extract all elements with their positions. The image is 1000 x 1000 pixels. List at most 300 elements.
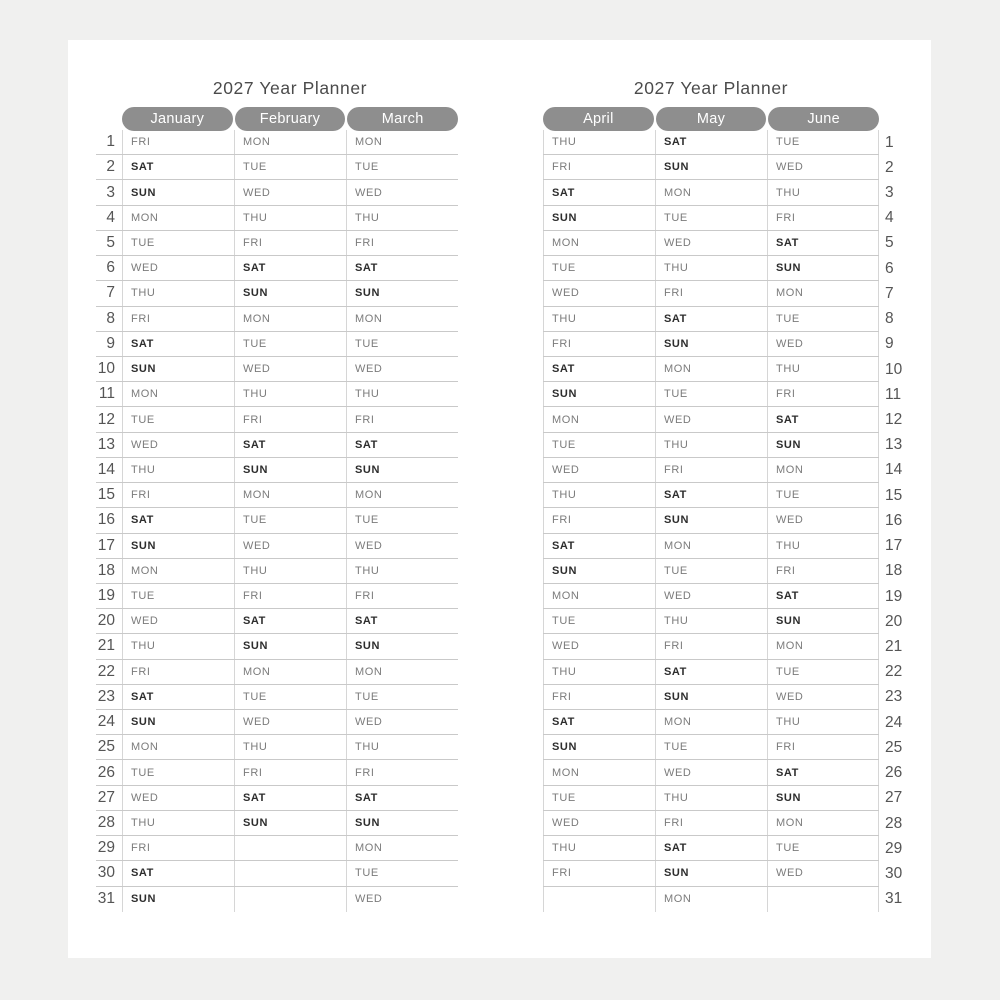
weekday-cell: MON (543, 760, 655, 784)
table-row (543, 407, 910, 432)
row-cells (122, 710, 458, 734)
weekday-cell: THU (234, 206, 346, 230)
day-number: 8 (106, 309, 115, 327)
row-cells (122, 609, 458, 633)
table-row (96, 760, 458, 785)
weekday-cell: TUE (767, 483, 879, 507)
day-number: 17 (885, 537, 903, 555)
weekday-cell: TUE (122, 231, 234, 255)
day-number: 26 (97, 763, 115, 781)
weekday-cell: TUE (346, 861, 458, 885)
row-cells (122, 407, 458, 431)
weekday-cell: SAT (346, 433, 458, 457)
day-number: 12 (885, 411, 903, 429)
weekday-cell: MON (767, 458, 879, 482)
table-row (96, 281, 458, 306)
table-row (96, 735, 458, 760)
weekday-cell: THU (767, 357, 879, 381)
day-number: 2 (106, 158, 115, 176)
row-cells (543, 534, 879, 559)
day-number: 27 (97, 788, 115, 806)
table-row (96, 332, 458, 357)
month-pills (122, 107, 458, 131)
weekday-cell: FRI (767, 382, 879, 406)
weekday-cell: MON (543, 584, 655, 608)
table-row (543, 634, 910, 659)
row-cells (122, 508, 458, 532)
row-cells (543, 281, 879, 306)
table-row (543, 559, 910, 584)
row-cells (122, 735, 458, 759)
month-pill: June (768, 107, 879, 131)
row-cells (543, 130, 879, 155)
weekday-cell: THU (655, 256, 767, 280)
row-cells (122, 256, 458, 280)
planner-grid (543, 130, 910, 912)
row-cells (543, 231, 879, 256)
day-number: 2 (885, 158, 894, 176)
day-number: 6 (885, 259, 894, 277)
weekday-cell: TUE (346, 332, 458, 356)
weekday-cell: SAT (346, 609, 458, 633)
weekday-cell: FRI (346, 760, 458, 784)
weekday-cell: SAT (122, 155, 234, 179)
weekday-cell: SUN (543, 735, 655, 759)
weekday-cell: TUE (234, 155, 346, 179)
row-cells (122, 180, 458, 204)
table-row (96, 534, 458, 559)
weekday-cell: FRI (122, 307, 234, 331)
weekday-cell: THU (346, 559, 458, 583)
weekday-cell: WED (234, 357, 346, 381)
row-cells (122, 634, 458, 658)
table-row (96, 609, 458, 634)
row-cells (543, 786, 879, 811)
day-number: 5 (885, 234, 894, 252)
weekday-cell: MON (655, 887, 767, 912)
page-title: 2027 Year Planner (633, 78, 789, 98)
table-row (543, 861, 910, 886)
row-cells (543, 584, 879, 609)
weekday-cell: SAT (346, 786, 458, 810)
weekday-cell: WED (543, 458, 655, 482)
weekday-cell: WED (346, 887, 458, 912)
row-cells (543, 660, 879, 685)
weekday-cell: FRI (234, 231, 346, 255)
weekday-cell: THU (122, 281, 234, 305)
table-row (96, 307, 458, 332)
row-cells (543, 609, 879, 634)
row-cells (122, 206, 458, 230)
weekday-cell (234, 861, 346, 885)
table-row (543, 508, 910, 533)
day-number: 20 (885, 612, 903, 630)
row-cells (543, 760, 879, 785)
day-number: 21 (885, 637, 903, 655)
row-cells (543, 458, 879, 483)
table-row (543, 811, 910, 836)
table-row (543, 534, 910, 559)
table-row (543, 887, 910, 912)
weekday-cell: WED (346, 180, 458, 204)
month-pill: January (122, 107, 233, 131)
weekday-cell: SUN (234, 634, 346, 658)
day-number: 18 (97, 561, 115, 579)
weekday-cell: FRI (767, 559, 879, 583)
weekday-cell: WED (767, 861, 879, 885)
table-row (96, 887, 458, 912)
table-row (543, 836, 910, 861)
weekday-cell: TUE (543, 786, 655, 810)
day-number: 31 (97, 890, 115, 908)
weekday-cell: WED (122, 433, 234, 457)
day-number: 30 (97, 864, 115, 882)
weekday-cell: FRI (346, 231, 458, 255)
table-row (543, 307, 910, 332)
weekday-cell: MON (767, 281, 879, 305)
weekday-cell: THU (543, 130, 655, 154)
row-cells (122, 534, 458, 558)
weekday-cell: FRI (346, 407, 458, 431)
table-row (96, 256, 458, 281)
weekday-cell: TUE (655, 559, 767, 583)
weekday-cell: WED (122, 256, 234, 280)
weekday-cell: SAT (122, 332, 234, 356)
row-cells (543, 483, 879, 508)
weekday-cell: MON (767, 634, 879, 658)
weekday-cell: TUE (655, 735, 767, 759)
weekday-cell: FRI (346, 584, 458, 608)
weekday-cell: SUN (122, 887, 234, 912)
table-row (96, 685, 458, 710)
row-cells (122, 281, 458, 305)
weekday-cell: SUN (767, 256, 879, 280)
table-row (96, 357, 458, 382)
weekday-cell: SAT (234, 609, 346, 633)
weekday-cell: SAT (655, 836, 767, 860)
weekday-cell: WED (767, 508, 879, 532)
weekday-cell: SUN (767, 433, 879, 457)
day-number: 14 (97, 460, 115, 478)
weekday-cell: FRI (234, 407, 346, 431)
weekday-cell: TUE (543, 433, 655, 457)
weekday-cell: WED (122, 609, 234, 633)
row-cells (122, 433, 458, 457)
weekday-cell: WED (767, 685, 879, 709)
table-row (543, 786, 910, 811)
weekday-cell: SUN (767, 786, 879, 810)
row-cells (543, 206, 879, 231)
weekday-cell: SUN (346, 811, 458, 835)
row-cells (543, 357, 879, 382)
table-row (96, 155, 458, 180)
weekday-cell: TUE (234, 508, 346, 532)
day-number: 29 (97, 839, 115, 857)
weekday-cell: SAT (234, 256, 346, 280)
weekday-cell: THU (767, 710, 879, 734)
weekday-cell: THU (767, 180, 879, 204)
planner-sheet (68, 40, 931, 958)
row-cells (122, 155, 458, 179)
weekday-cell: MON (234, 307, 346, 331)
row-cells (122, 836, 458, 860)
table-row (96, 861, 458, 886)
table-row (543, 760, 910, 785)
row-cells (122, 231, 458, 255)
day-number: 7 (106, 284, 115, 302)
month-pills (543, 107, 879, 131)
row-cells (122, 811, 458, 835)
row-cells (543, 332, 879, 357)
weekday-cell: SAT (767, 407, 879, 431)
weekday-cell: FRI (234, 760, 346, 784)
row-cells (122, 887, 458, 912)
weekday-cell: WED (346, 357, 458, 381)
table-row (96, 508, 458, 533)
weekday-cell: THU (234, 735, 346, 759)
table-row (543, 180, 910, 205)
table-row (96, 130, 458, 155)
weekday-cell: TUE (767, 836, 879, 860)
weekday-cell: SAT (655, 307, 767, 331)
row-cells (543, 685, 879, 710)
day-number: 18 (885, 562, 903, 580)
weekday-cell: MON (655, 180, 767, 204)
weekday-cell: SAT (346, 256, 458, 280)
day-number: 11 (98, 385, 115, 403)
weekday-cell: THU (543, 660, 655, 684)
day-number: 9 (885, 335, 894, 353)
weekday-cell: MON (655, 357, 767, 381)
weekday-cell: THU (543, 483, 655, 507)
planner-page-right (543, 40, 910, 958)
day-number: 3 (106, 183, 115, 201)
weekday-cell (234, 887, 346, 912)
weekday-cell: THU (234, 382, 346, 406)
weekday-cell: FRI (543, 508, 655, 532)
weekday-cell: SUN (767, 609, 879, 633)
weekday-cell: SAT (122, 685, 234, 709)
weekday-cell: WED (655, 760, 767, 784)
table-row (543, 735, 910, 760)
weekday-cell: SUN (655, 332, 767, 356)
weekday-cell: WED (655, 584, 767, 608)
weekday-cell: THU (346, 206, 458, 230)
row-cells (122, 685, 458, 709)
day-number: 6 (106, 259, 115, 277)
month-pill: May (656, 107, 767, 131)
table-row (543, 660, 910, 685)
row-cells (543, 559, 879, 584)
table-row (543, 231, 910, 256)
table-row (96, 483, 458, 508)
weekday-cell: MON (346, 483, 458, 507)
weekday-cell: TUE (655, 382, 767, 406)
day-number: 30 (885, 864, 903, 882)
weekday-cell: WED (346, 534, 458, 558)
weekday-cell: SUN (655, 685, 767, 709)
row-cells (543, 307, 879, 332)
weekday-cell: WED (767, 155, 879, 179)
weekday-cell: MON (234, 483, 346, 507)
weekday-cell: WED (655, 407, 767, 431)
weekday-cell: SUN (234, 281, 346, 305)
day-number: 16 (97, 511, 115, 529)
table-row (543, 256, 910, 281)
day-number: 28 (97, 814, 115, 832)
table-row (96, 811, 458, 836)
table-row (96, 382, 458, 407)
row-cells (543, 887, 879, 912)
weekday-cell: SAT (122, 861, 234, 885)
weekday-cell: SAT (655, 130, 767, 154)
day-number: 22 (97, 662, 115, 680)
weekday-cell: THU (767, 534, 879, 558)
row-cells (543, 256, 879, 281)
weekday-cell: SAT (543, 180, 655, 204)
table-row (96, 634, 458, 659)
weekday-cell: SUN (122, 180, 234, 204)
weekday-cell: FRI (767, 206, 879, 230)
weekday-cell: MON (234, 130, 346, 154)
weekday-cell: MON (543, 231, 655, 255)
day-number: 27 (885, 789, 903, 807)
month-pill: February (235, 107, 346, 131)
day-number: 13 (97, 435, 115, 453)
day-number: 10 (885, 360, 903, 378)
day-number: 29 (885, 839, 903, 857)
table-row (543, 685, 910, 710)
weekday-cell: TUE (346, 685, 458, 709)
weekday-cell: FRI (655, 281, 767, 305)
weekday-cell: WED (234, 180, 346, 204)
weekday-cell: FRI (543, 155, 655, 179)
weekday-cell: THU (655, 433, 767, 457)
weekday-cell: TUE (346, 508, 458, 532)
month-pill: March (347, 107, 458, 131)
weekday-cell: THU (346, 382, 458, 406)
weekday-cell: TUE (767, 660, 879, 684)
weekday-cell: FRI (122, 660, 234, 684)
weekday-cell: MON (122, 206, 234, 230)
table-row (96, 786, 458, 811)
weekday-cell: THU (655, 786, 767, 810)
day-number: 15 (97, 486, 115, 504)
day-number: 26 (885, 764, 903, 782)
day-number: 14 (885, 461, 903, 479)
weekday-cell: SUN (543, 559, 655, 583)
weekday-cell: FRI (655, 458, 767, 482)
table-row (543, 584, 910, 609)
table-row (96, 584, 458, 609)
weekday-cell: SUN (122, 357, 234, 381)
day-number: 11 (885, 385, 902, 403)
weekday-cell: THU (122, 811, 234, 835)
row-cells (122, 382, 458, 406)
row-cells (122, 130, 458, 154)
row-cells (543, 508, 879, 533)
table-row (543, 281, 910, 306)
weekday-cell: FRI (122, 836, 234, 860)
weekday-cell: TUE (122, 584, 234, 608)
table-row (96, 180, 458, 205)
table-row (543, 155, 910, 180)
row-cells (122, 307, 458, 331)
weekday-cell: SAT (767, 231, 879, 255)
table-row (96, 433, 458, 458)
weekday-cell (234, 836, 346, 860)
table-row (96, 458, 458, 483)
weekday-cell: WED (543, 281, 655, 305)
table-row (96, 559, 458, 584)
weekday-cell: WED (346, 710, 458, 734)
weekday-cell: MON (346, 836, 458, 860)
row-cells (543, 155, 879, 180)
weekday-cell: SAT (655, 483, 767, 507)
weekday-cell: MON (122, 735, 234, 759)
weekday-cell: WED (234, 710, 346, 734)
weekday-cell: SAT (543, 534, 655, 558)
planner-grid (96, 130, 458, 912)
table-row (96, 206, 458, 231)
weekday-cell (543, 887, 655, 912)
table-row (543, 332, 910, 357)
day-number: 23 (97, 687, 115, 705)
weekday-cell: SUN (543, 206, 655, 230)
weekday-cell: THU (655, 609, 767, 633)
weekday-cell: SUN (543, 382, 655, 406)
row-cells (543, 735, 879, 760)
weekday-cell: FRI (234, 584, 346, 608)
planner-page-left (96, 40, 458, 958)
weekday-cell: TUE (122, 760, 234, 784)
weekday-cell: MON (122, 382, 234, 406)
weekday-cell: WED (122, 786, 234, 810)
day-number: 7 (885, 284, 894, 302)
table-row (543, 483, 910, 508)
day-number: 28 (885, 814, 903, 832)
weekday-cell: SUN (655, 508, 767, 532)
weekday-cell: SAT (543, 357, 655, 381)
row-cells (122, 760, 458, 784)
weekday-cell: FRI (543, 861, 655, 885)
day-number: 23 (885, 688, 903, 706)
day-number: 8 (885, 310, 894, 328)
weekday-cell: FRI (543, 332, 655, 356)
row-cells (543, 180, 879, 205)
month-pill: April (543, 107, 654, 131)
table-row (543, 609, 910, 634)
table-row (96, 710, 458, 735)
table-row (96, 231, 458, 256)
table-row (96, 660, 458, 685)
weekday-cell: SUN (346, 634, 458, 658)
weekday-cell: MON (346, 660, 458, 684)
row-cells (543, 811, 879, 836)
weekday-cell: WED (655, 231, 767, 255)
weekday-cell: MON (655, 534, 767, 558)
day-number: 17 (97, 536, 115, 554)
weekday-cell: FRI (767, 735, 879, 759)
weekday-cell: MON (346, 130, 458, 154)
weekday-cell: SUN (655, 155, 767, 179)
day-number: 15 (885, 486, 903, 504)
weekday-cell: FRI (655, 634, 767, 658)
weekday-cell: SUN (234, 458, 346, 482)
weekday-cell: FRI (122, 130, 234, 154)
day-number: 4 (106, 208, 115, 226)
row-cells (543, 634, 879, 659)
